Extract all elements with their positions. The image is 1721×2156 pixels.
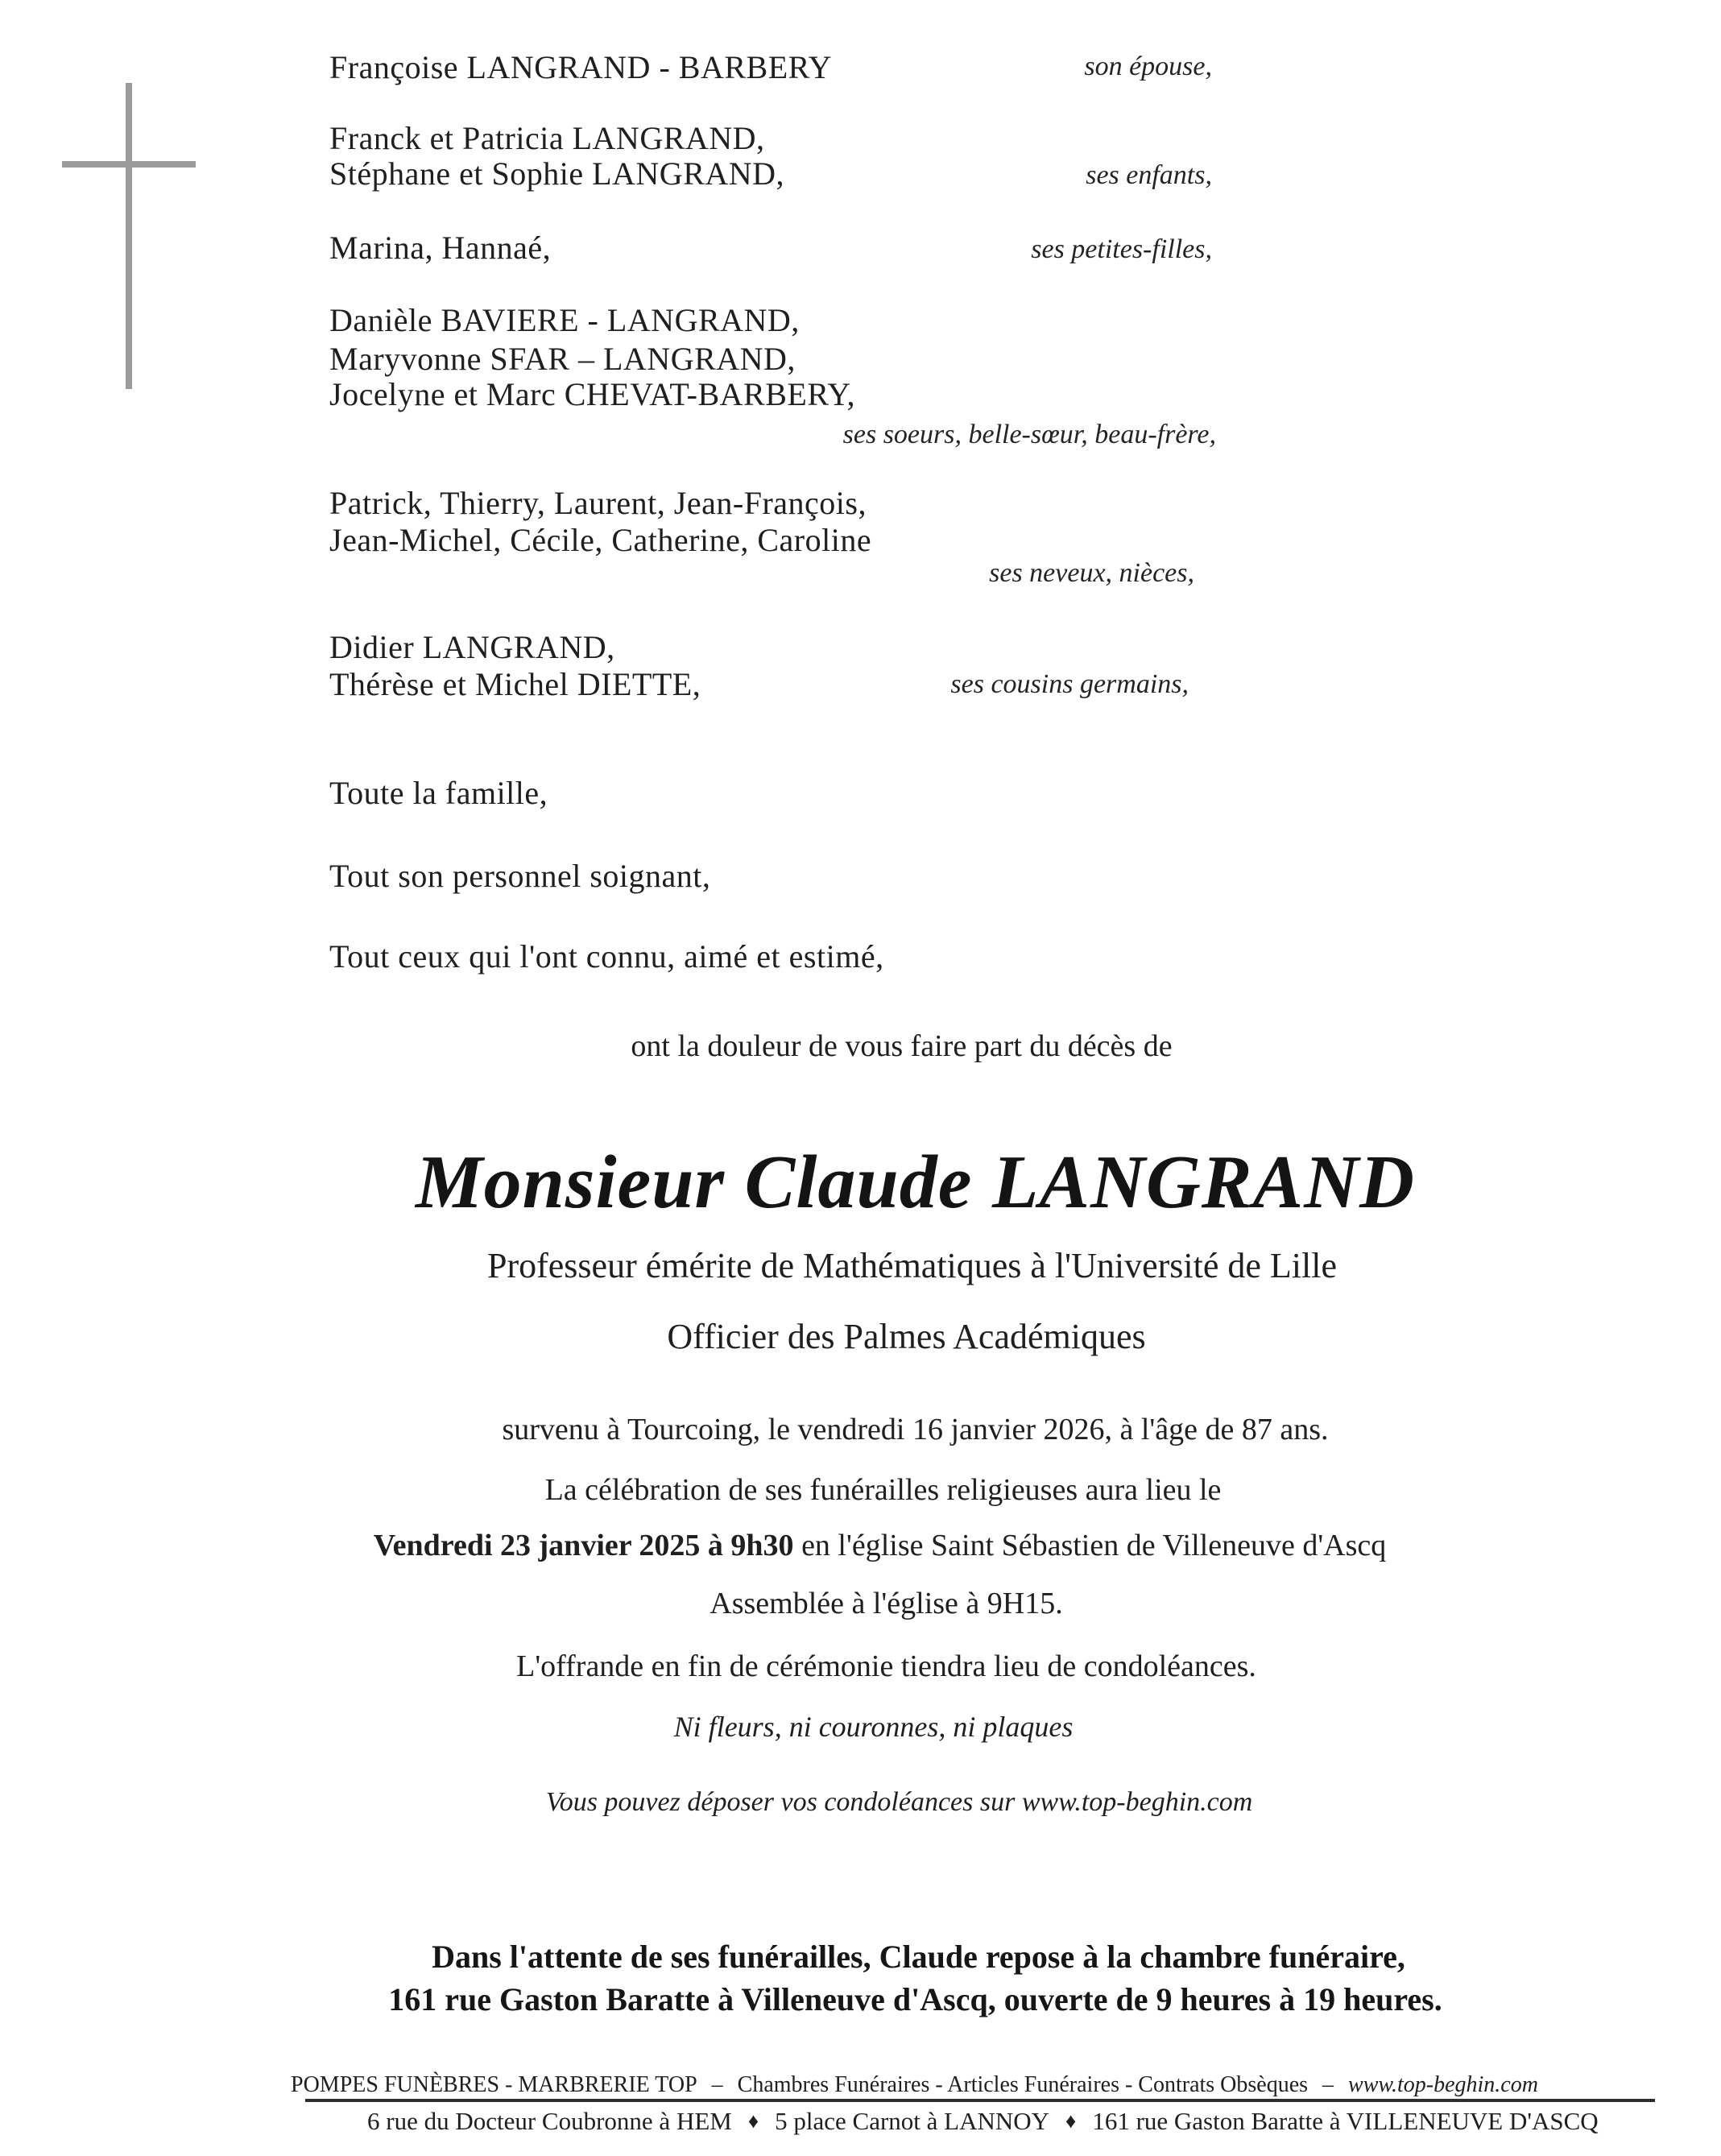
name-line-marina: Marina, Hannaé, [329,230,552,266]
name-line-stephane: Stéphane et Sophie LANGRAND, [329,155,785,192]
condolences-line: Vous pouvez déposer vos condoléances sur www.top-beghin.com [545,1787,1253,1817]
footer-separator-dash: – [1322,2072,1334,2097]
relation-son-epouse: son épouse, [1084,52,1212,81]
ceremony-date-line [39,1528,1721,1565]
relation-cousins-germains: ses cousins germains, [950,669,1189,699]
footer-website: www.top-beghin.com [1348,2072,1538,2097]
name-line-maryvonne: Maryvonne SFAR – LANGRAND, [329,341,796,377]
cross-vertical-bar [126,83,132,389]
repose-line-2: 161 rue Gaston Baratte à Villeneuve d'Ascq, ouverte de 9 heures à 19 heures. [388,1981,1442,2017]
name-line-patrick: Patrick, Thierry, Laurent, Jean-François, [329,485,867,521]
relation-neveux-nieces: ses neveux, nièces, [989,558,1194,588]
no-flowers-line: Ni fleurs, ni couronnes, ni plaques [673,1711,1074,1743]
name-line-francoise: Françoise LANGRAND - BARBERY [329,49,832,85]
relation-petites-filles: ses petites-filles, [1031,234,1212,264]
name-line-daniele: Danièle BAVIERE - LANGRAND, [329,302,800,338]
footer-company-line [291,2071,1538,2099]
diamond-icon: ♦ [747,2109,759,2133]
footer-services: Chambres Funéraires - Articles Funéraires - Contrats Obsèques [737,2072,1309,2097]
name-line-jocelyne: Jocelyne et Marc CHEVAT-BARBERY, [329,376,856,412]
deceased-name: Monsieur Claude LANGRAND [416,1140,1415,1224]
cross-horizontal-bar [62,161,196,168]
name-line-jeanmichel: Jean-Michel, Cécile, Catherine, Caroline [329,522,872,558]
ceremony-date-rest: en l'église Saint Sébastien de Villeneuve d'Ascq [793,1529,1387,1562]
address-lannoy: 5 place Carnot à LANNOY [775,2107,1050,2135]
name-line-didier: Didier LANGRAND, [329,629,615,665]
death-date-line: survenu à Tourcoing, le vendredi 16 janvier 2026, à l'âge de 87 ans. [502,1413,1329,1446]
ceremony-assembly: Assemblée à l'église à 9H15. [709,1587,1063,1620]
relation-soeurs: ses soeurs, belle-sœur, beau-frère, [842,420,1216,449]
announcement-line: ont la douleur de vous faire part du décès de [631,1029,1173,1063]
closing-line-connu: Tout ceux qui l'ont connu, aimé et estimé, [329,938,884,975]
ceremony-intro: La célébration de ses funérailles religieuses aura lieu le [544,1473,1222,1507]
name-line-franck: Franck et Patricia LANGRAND, [329,120,765,156]
footer-rule [305,2099,1655,2102]
name-line-therese: Thérèse et Michel DIETTE, [329,666,701,702]
repose-line-1: Dans l'attente de ses funérailles, Claude repose à la chambre funéraire, [432,1939,1405,1975]
footer-address-line [367,2106,1599,2136]
diamond-icon: ♦ [1065,2109,1077,2133]
closing-line-personnel: Tout son personnel soignant, [329,858,711,894]
address-villeneuve: 161 rue Gaston Baratte à VILLENEUVE D'ASCQ [1092,2107,1599,2135]
ceremony-date-bold: Vendredi 23 janvier 2025 à 9h30 [373,1529,794,1562]
footer-separator-dash: – [711,2072,723,2097]
ceremony-offering: L'offrande en fin de cérémonie tiendra lieu de condoléances. [516,1649,1256,1683]
relation-ses-enfants: ses enfants, [1086,160,1212,190]
address-hem: 6 rue du Docteur Coubronne à HEM [367,2107,732,2135]
deceased-title-professeur: Professeur émérite de Mathématiques à l'Université de Lille [486,1246,1337,1285]
deceased-title-officier: Officier des Palmes Académiques [667,1317,1146,1356]
footer-company: POMPES FUNÈBRES - MARBRERIE TOP [291,2072,697,2097]
closing-line-famille: Toute la famille, [329,775,548,811]
